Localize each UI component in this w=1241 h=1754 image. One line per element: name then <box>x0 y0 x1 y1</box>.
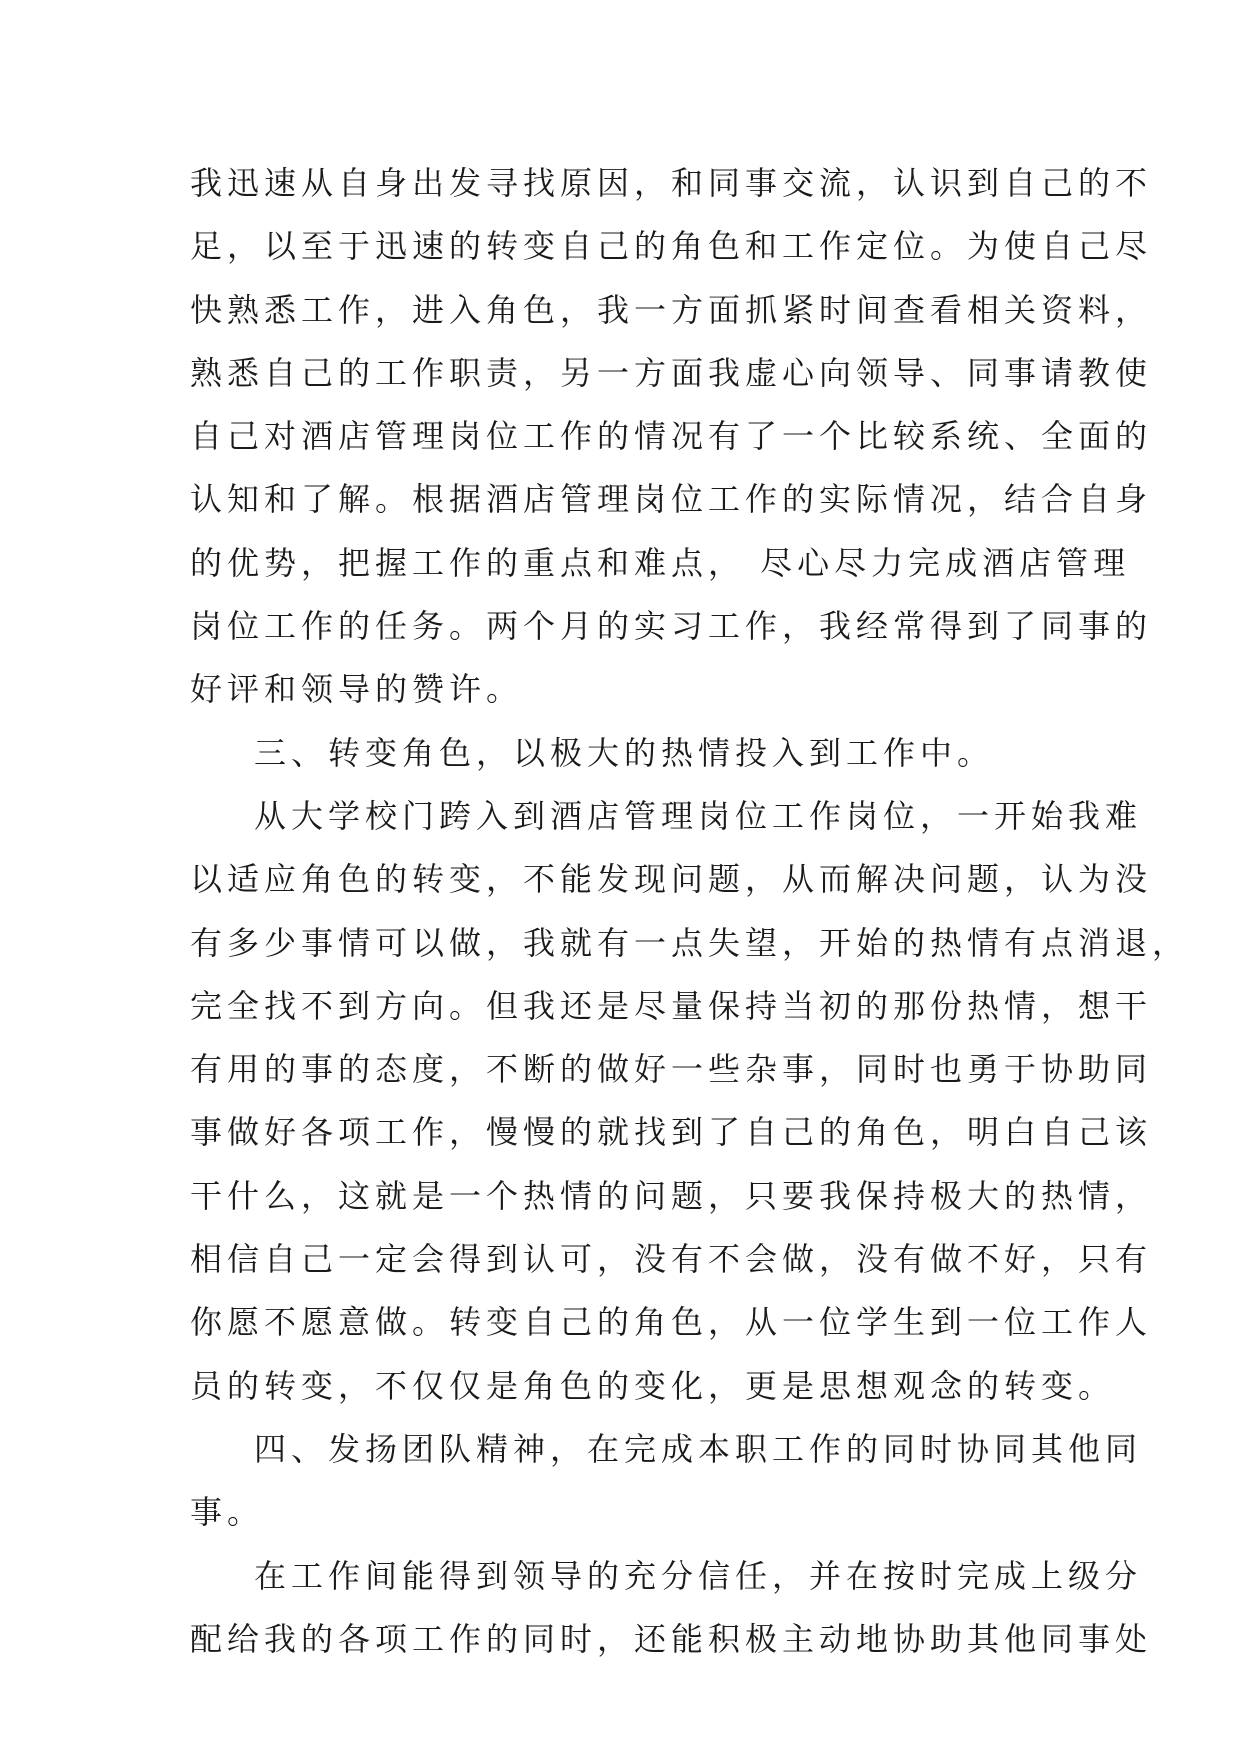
text-line: 足，以至于迅速的转变自己的角色和工作定位。为使自己尽 <box>190 227 1153 266</box>
text-line: 熟悉自己的工作职责，另一方面我虚心向领导、同事请教使 <box>190 353 1153 392</box>
paragraph-first-line: 从大学校门跨入到酒店管理岗位工作岗位，一开始我难 <box>254 796 1143 835</box>
text-line: 相信自己一定会得到认可，没有不会做，没有做不好，只有 <box>190 1240 1153 1279</box>
text-line: 有多少事情可以做，我就有一点失望，开始的热情有点消退， <box>190 923 1190 962</box>
section-heading: 四、发扬团队精神，在完成本职工作的同时协同其他同 <box>254 1429 1143 1468</box>
section-heading: 三、转变角色，以极大的热情投入到工作中。 <box>254 733 995 772</box>
text-line: 我迅速从自身出发寻找原因，和同事交流，认识到自己的不 <box>190 164 1153 202</box>
text-line: 员的转变，不仅仅是角色的变化，更是思想观念的转变。 <box>190 1366 1116 1405</box>
paragraph-first-line: 在工作间能得到领导的充分信任，并在按时完成上级分 <box>254 1556 1143 1595</box>
text-line: 好评和领导的赞许。 <box>190 670 524 709</box>
text-line: 有用的事的态度，不断的做好一些杂事，同时也勇于协助同 <box>190 1050 1153 1089</box>
text-line: 干什么，这就是一个热情的问题，只要我保持极大的热情， <box>190 1176 1153 1215</box>
text-line: 你愿不愿意做。转变自己的角色，从一位学生到一位工作人 <box>190 1303 1153 1342</box>
text-line: 快熟悉工作，进入角色，我一方面抓紧时间查看相关资料， <box>190 290 1153 329</box>
text-line: 认知和了解。根据酒店管理岗位工作的实际情况，结合自身 <box>190 480 1153 519</box>
text-line: 配给我的各项工作的同时，还能积极主动地协助其他同事处 <box>190 1619 1153 1658</box>
text-line: 岗位工作的任务。两个月的实习工作，我经常得到了同事的 <box>190 607 1153 646</box>
document-page <box>190 152 1190 1671</box>
text-line: 的优势，把握工作的重点和难点， 尽心尽力完成酒店管理 <box>190 543 1131 582</box>
text-line: 以适应角色的转变，不能发现问题，从而解决问题，认为没 <box>190 860 1153 899</box>
text-line: 自己对酒店管理岗位工作的情况有了一个比较系统、全面的 <box>190 417 1153 456</box>
text-line: 事做好各项工作，慢慢的就找到了自己的角色，明白自己该 <box>190 1113 1153 1152</box>
text-line: 事。 <box>190 1493 265 1532</box>
text-line: 完全找不到方向。但我还是尽量保持当初的那份热情，想干 <box>190 986 1153 1025</box>
